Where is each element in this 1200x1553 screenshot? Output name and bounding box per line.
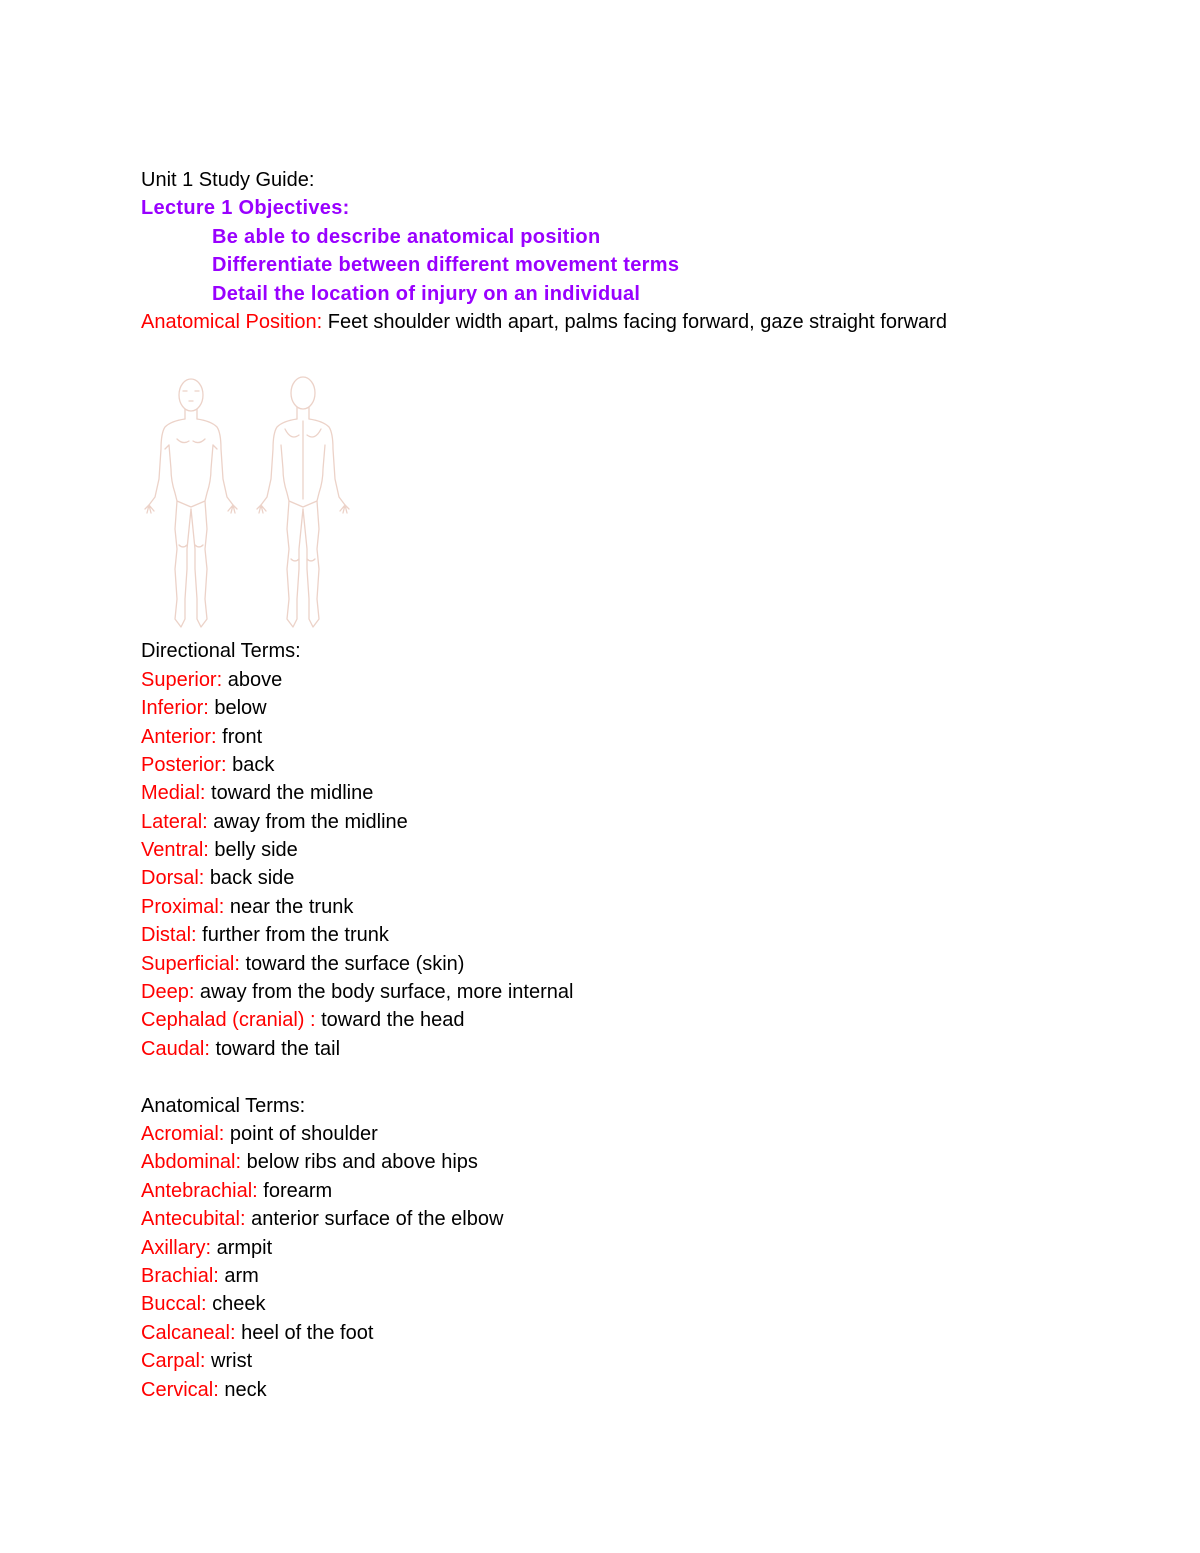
list-item: [141, 893, 1141, 921]
term-definition: away from the midline: [207, 810, 408, 833]
term-label: Posterior:: [141, 753, 227, 776]
anatomical-figure: [141, 369, 381, 637]
list-item: [141, 1234, 1141, 1262]
back-body-outline: [257, 377, 349, 627]
list-item: [141, 1319, 1141, 1347]
term-definition: back: [226, 753, 275, 776]
term-label: Buccal:: [141, 1293, 207, 1316]
list-item: [141, 864, 1141, 892]
objectives-heading: Lecture 1 Objectives:: [141, 197, 350, 220]
term-definition: above: [222, 668, 283, 691]
list-item: [141, 751, 1141, 779]
term-label: Distal:: [141, 924, 197, 947]
term-label: Lateral:: [141, 810, 208, 833]
objective-item: Be able to describe anatomical position: [212, 225, 601, 248]
term-label: Carpal:: [141, 1350, 206, 1373]
document-page: [141, 166, 1141, 1404]
list-item: [141, 921, 1141, 949]
term-definition: toward the midline: [205, 782, 374, 805]
term-definition: forearm: [257, 1179, 333, 1202]
anatomical-figure-front-back-icon: [141, 369, 361, 637]
list-item: [141, 808, 1141, 836]
term-definition: toward the head: [315, 1009, 465, 1032]
term-label: Ventral:: [141, 839, 209, 862]
term-label: Deep:: [141, 981, 195, 1004]
term-definition: away from the body surface, more internal: [194, 981, 574, 1004]
term-label: Medial:: [141, 782, 206, 805]
front-body-outline: [145, 379, 237, 627]
list-item: [141, 1006, 1141, 1034]
term-definition: further from the trunk: [196, 924, 389, 947]
list-item: [141, 723, 1141, 751]
term-definition: wrist: [205, 1350, 253, 1373]
term-definition: toward the surface (skin): [239, 952, 465, 975]
term-definition: belly side: [208, 839, 298, 862]
list-item: [141, 1120, 1141, 1148]
term-label: Dorsal:: [141, 867, 205, 890]
term-definition: heel of the foot: [235, 1321, 374, 1344]
term-definition: Feet shoulder width apart, palms facing forward, gaze straight forward: [322, 310, 947, 333]
directional-terms-list: [141, 666, 1141, 1063]
anatomical-position-line: [141, 308, 1141, 336]
term-label: Acromial:: [141, 1122, 225, 1145]
list-item: [141, 779, 1141, 807]
term-label: Anatomical Position:: [141, 310, 323, 333]
term-definition: near the trunk: [224, 895, 354, 918]
list-item: [141, 1205, 1141, 1233]
term-label: Cervical:: [141, 1378, 219, 1401]
term-definition: below ribs and above hips: [241, 1151, 478, 1174]
list-item: [141, 694, 1141, 722]
list-item: [141, 666, 1141, 694]
term-label: Abdominal:: [141, 1151, 242, 1174]
term-label: Antecubital:: [141, 1208, 246, 1231]
term-label: Anterior:: [141, 725, 217, 748]
term-label: Antebrachial:: [141, 1179, 258, 1202]
list-item: [141, 1035, 1141, 1063]
term-definition: arm: [218, 1264, 259, 1287]
document-title: Unit 1 Study Guide:: [141, 169, 315, 191]
term-label: Superior:: [141, 668, 223, 691]
list-item: [141, 978, 1141, 1006]
term-definition: front: [216, 725, 263, 748]
term-label: Axillary:: [141, 1236, 212, 1259]
list-item: [141, 1376, 1141, 1404]
term-definition: back side: [204, 867, 295, 890]
term-definition: below: [208, 697, 267, 720]
objective-item: Detail the location of injury on an individual: [212, 282, 641, 305]
term-label: Brachial:: [141, 1264, 219, 1287]
list-item: [141, 1148, 1141, 1176]
term-label: Inferior:: [141, 697, 209, 720]
list-item: [141, 950, 1141, 978]
anatomical-terms-list: [141, 1120, 1141, 1404]
list-item: [141, 836, 1141, 864]
objective-item: Differentiate between different movement terms: [212, 254, 680, 277]
term-definition: toward the tail: [209, 1037, 341, 1060]
anatomical-terms-heading: Anatomical Terms:: [141, 1094, 306, 1117]
term-definition: armpit: [211, 1236, 273, 1259]
directional-terms-heading: Directional Terms:: [141, 640, 301, 663]
term-label: Superficial:: [141, 952, 240, 975]
term-label: Caudal:: [141, 1037, 210, 1060]
list-item: [141, 1177, 1141, 1205]
term-label: Cephalad (cranial) :: [141, 1009, 316, 1032]
list-item: [141, 1262, 1141, 1290]
spacer: [141, 1063, 1141, 1091]
term-definition: neck: [218, 1378, 267, 1401]
list-item: [141, 1290, 1141, 1318]
list-item: [141, 1347, 1141, 1375]
term-label: Calcaneal:: [141, 1321, 236, 1344]
term-definition: point of shoulder: [224, 1122, 378, 1145]
term-label: Proximal:: [141, 895, 225, 918]
term-definition: anterior surface of the elbow: [245, 1208, 504, 1231]
term-definition: cheek: [206, 1293, 266, 1316]
